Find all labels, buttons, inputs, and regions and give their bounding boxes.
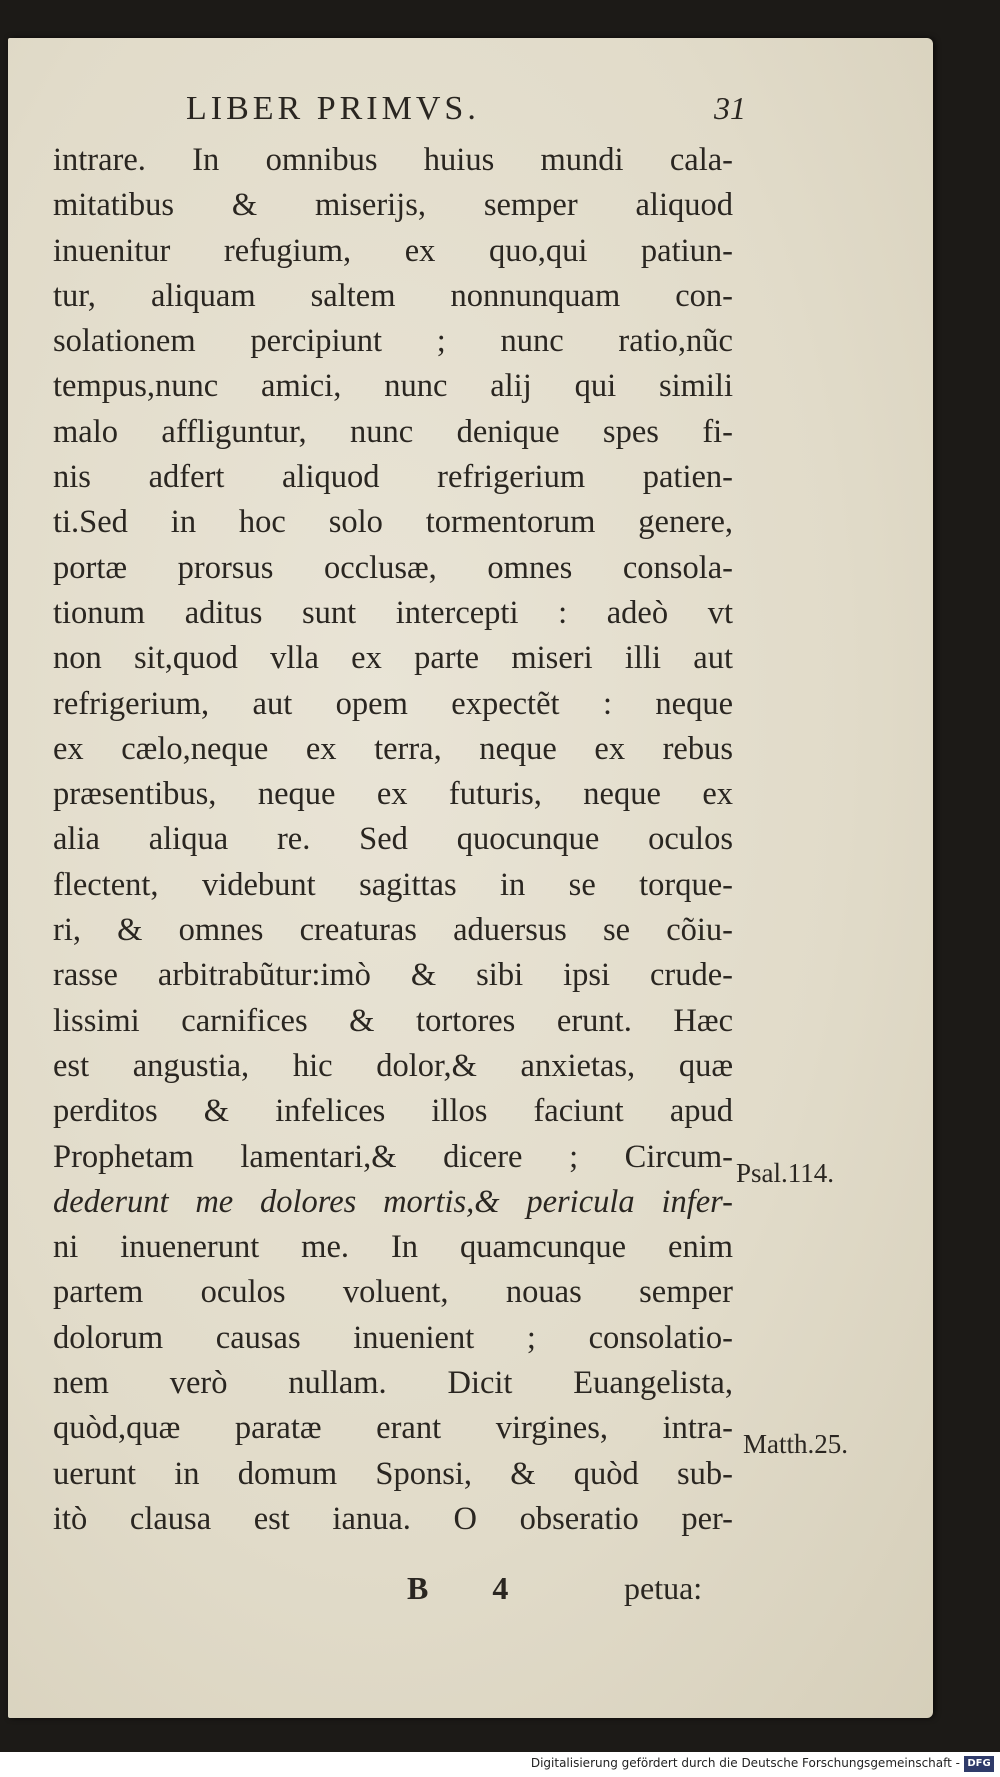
text-line: flectent, videbunt sagittas in se torque- xyxy=(53,866,733,903)
text-line: præsentibus, neque ex futuris, neque ex xyxy=(53,776,733,813)
text-line: nis adfert aliquod refrigerium patien- xyxy=(53,459,733,496)
text-line-italic: dederunt me dolores mortis,& pericula infer- xyxy=(53,1183,733,1220)
text-line: tempus,nunc amici, nunc alij qui simili xyxy=(53,368,733,405)
book-page xyxy=(8,38,933,1718)
text-line: non sit,quod vlla ex parte miseri illi aut xyxy=(53,640,733,677)
text-line: tionum aditus sunt intercepti : adeò vt xyxy=(53,594,733,631)
text-line: nem verò nullam. Dicit Euangelista, xyxy=(53,1365,733,1402)
text-line: uerunt in domum Sponsi, & quòd sub- xyxy=(53,1455,733,1492)
text-line: refrigerium, aut opem expectẽt : neque xyxy=(53,685,733,722)
text-line: rasse arbitrabũtur:imò & sibi ipsi crude- xyxy=(53,957,733,994)
text-line: ri, & omnes creaturas aduersus se cõiu- xyxy=(53,912,733,949)
text-line: itò clausa est ianua. O obseratio per- xyxy=(53,1500,733,1537)
credit-text: Digitalisierung gefördert durch die Deutsche Forschungsgemeinschaft - xyxy=(530,1756,960,1770)
text-line: ti.Sed in hoc solo tormentorum genere, xyxy=(53,504,733,541)
body-text xyxy=(53,138,733,1542)
text-line: dolorum causas inuenient ; consolatio- xyxy=(53,1319,733,1356)
margin-note-matthew: Matth.25. xyxy=(743,1429,848,1459)
page-number: 31 xyxy=(714,90,746,126)
text-line: partem oculos voluent, nouas semper xyxy=(53,1274,733,1311)
text-line: malo affliguntur, nunc denique spes fi- xyxy=(53,413,733,450)
text-line: inuenitur refugium, ex quo,qui patiun- xyxy=(53,232,733,269)
margin-note-psalm: Psal.114. xyxy=(736,1158,835,1188)
text-line: mitatibus & miserijs, semper aliquod xyxy=(53,187,733,224)
catchword: petua: xyxy=(624,1570,703,1606)
text-line: ex cælo,neque ex terra, neque ex rebus xyxy=(53,730,733,767)
text-line: intrare. In omnibus huius mundi cala- xyxy=(53,142,733,178)
credit-bar xyxy=(0,1752,1000,1777)
text-line: est angustia, hic dolor,& anxietas, quæ xyxy=(53,1047,733,1084)
text-line: Prophetam lamentari,& dicere ; Circum- xyxy=(53,1138,733,1175)
text-line: alia aliqua re. Sed quocunque oculos xyxy=(53,821,733,858)
text-line: ni inuenerunt me. In quamcunque enim xyxy=(53,1229,733,1266)
dfg-logo: DFG xyxy=(964,1756,994,1772)
signature-mark: B 4 xyxy=(407,1570,537,1606)
running-title: LIBER PRIMVS. xyxy=(186,90,480,127)
text-line: perditos & infelices illos faciunt apud xyxy=(53,1093,733,1130)
text-line: solationem percipiunt ; nunc ratio,nũc xyxy=(53,323,733,360)
text-line: quòd,quæ paratæ erant virgines, intra- xyxy=(53,1410,733,1447)
text-line: portæ prorsus occlusæ, omnes consola- xyxy=(53,549,733,586)
text-line: tur, aliquam saltem nonnunquam con- xyxy=(53,277,733,314)
text-line: lissimi carnifices & tortores erunt. Hæc xyxy=(53,1002,733,1039)
